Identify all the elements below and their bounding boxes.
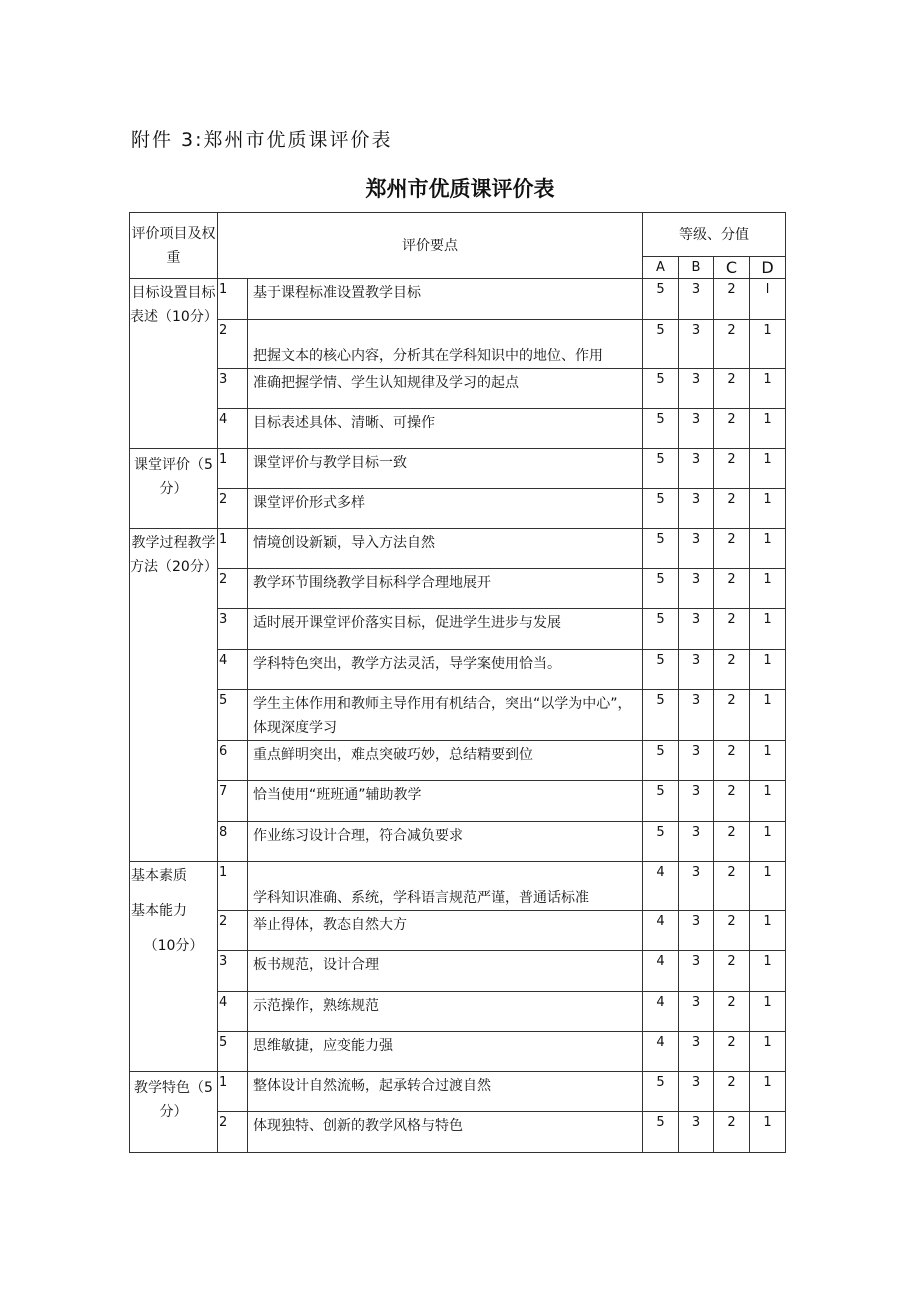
table-row — [130, 489, 786, 529]
score-b: 3 — [679, 320, 714, 369]
score-a: 4 — [643, 951, 679, 992]
score-b: 3 — [679, 781, 714, 822]
score-a: 5 — [643, 449, 679, 489]
score-b: 3 — [679, 741, 714, 781]
score-d: l — [750, 279, 786, 320]
score-a: 5 — [643, 569, 679, 609]
table-row — [130, 609, 786, 650]
score-d: 1 — [750, 569, 786, 609]
table-row — [130, 279, 786, 320]
row-number: 2 — [218, 569, 248, 609]
category-line: 基本素质 — [131, 868, 187, 884]
score-b: 3 — [679, 690, 714, 741]
table-row — [130, 409, 786, 449]
score-c: 2 — [714, 320, 750, 369]
score-d: 1 — [750, 951, 786, 992]
score-d: 1 — [750, 1112, 786, 1153]
score-c: 2 — [714, 741, 750, 781]
table-row — [130, 320, 786, 369]
evaluation-point: 作业练习设计合理，符合减负要求 — [248, 822, 643, 862]
category-cell: 目标设置目标表述（10分） — [130, 279, 218, 449]
evaluation-point: 把握文本的核心内容，分析其在学科知识中的地位、作用 — [248, 320, 643, 369]
score-b: 3 — [679, 369, 714, 409]
category-line: （10分） — [143, 938, 204, 954]
table-row — [130, 951, 786, 992]
attachment-heading: 附件 3:郑州市优质课评价表 — [131, 129, 393, 151]
score-a: 4 — [643, 992, 679, 1032]
table-row — [130, 690, 786, 741]
score-d: 1 — [750, 822, 786, 862]
grade-col-b: B — [679, 257, 714, 279]
evaluation-point: 板书规范，设计合理 — [248, 951, 643, 992]
score-d: 1 — [750, 1032, 786, 1072]
row-number: 1 — [218, 1072, 248, 1112]
table-row — [130, 1072, 786, 1112]
row-number: 1 — [218, 449, 248, 489]
table-row — [130, 1112, 786, 1153]
score-a: 5 — [643, 489, 679, 529]
score-b: 3 — [679, 609, 714, 650]
score-c: 2 — [714, 1112, 750, 1153]
row-number: 2 — [218, 911, 248, 951]
score-b: 3 — [679, 650, 714, 690]
score-c: 2 — [714, 650, 750, 690]
table-row — [130, 992, 786, 1032]
score-a: 5 — [643, 741, 679, 781]
score-d: 1 — [750, 320, 786, 369]
score-c: 2 — [714, 951, 750, 992]
score-a: 4 — [643, 1032, 679, 1072]
score-c: 2 — [714, 690, 750, 741]
table-row — [130, 529, 786, 569]
score-d: 1 — [750, 369, 786, 409]
score-a: 5 — [643, 529, 679, 569]
score-b: 3 — [679, 1112, 714, 1153]
score-c: 2 — [714, 1072, 750, 1112]
score-b: 3 — [679, 992, 714, 1032]
category-cell: 课堂评价（5分） — [130, 449, 218, 529]
row-number: 4 — [218, 992, 248, 1032]
row-number: 5 — [218, 1032, 248, 1072]
table-row — [130, 741, 786, 781]
row-number: 1 — [218, 529, 248, 569]
score-c: 2 — [714, 781, 750, 822]
score-a: 5 — [643, 369, 679, 409]
score-c: 2 — [714, 529, 750, 569]
score-c: 2 — [714, 449, 750, 489]
header-points: 评价要点 — [218, 213, 643, 279]
score-a: 5 — [643, 320, 679, 369]
evaluation-point: 课堂评价与教学目标一致 — [248, 449, 643, 489]
category-cell: 教学过程教学方法（20分） — [130, 529, 218, 862]
evaluation-point: 目标表述具体、清晰、可操作 — [248, 409, 643, 449]
evaluation-point: 课堂评价形式多样 — [248, 489, 643, 529]
score-d: 1 — [750, 690, 786, 741]
score-c: 2 — [714, 992, 750, 1032]
score-b: 3 — [679, 489, 714, 529]
category-line: 基本能力 — [131, 903, 187, 919]
score-d: 1 — [750, 992, 786, 1032]
score-c: 2 — [714, 862, 750, 911]
score-d: 1 — [750, 1072, 786, 1112]
evaluation-point: 基于课程标准设置教学目标 — [248, 279, 643, 320]
evaluation-point: 恰当使用“班班通”辅助教学 — [248, 781, 643, 822]
score-c: 2 — [714, 609, 750, 650]
table-row — [130, 369, 786, 409]
row-number: 1 — [218, 279, 248, 320]
evaluation-point: 教学环节围绕教学目标科学合理地展开 — [248, 569, 643, 609]
score-a: 5 — [643, 690, 679, 741]
score-b: 3 — [679, 569, 714, 609]
grade-col-c: C — [714, 257, 750, 279]
score-d: 1 — [750, 741, 786, 781]
evaluation-point: 举止得体，教态自然大方 — [248, 911, 643, 951]
score-d: 1 — [750, 862, 786, 911]
table-row — [130, 1032, 786, 1072]
score-a: 5 — [643, 650, 679, 690]
score-b: 3 — [679, 529, 714, 569]
row-number: 4 — [218, 650, 248, 690]
score-b: 3 — [679, 951, 714, 992]
score-a: 5 — [643, 1072, 679, 1112]
score-b: 3 — [679, 822, 714, 862]
score-a: 5 — [643, 409, 679, 449]
score-c: 2 — [714, 569, 750, 609]
score-d: 1 — [750, 609, 786, 650]
evaluation-point: 学科知识准确、系统，学科语言规范严谨，普通话标准 — [248, 862, 643, 911]
score-d: 1 — [750, 449, 786, 489]
grade-col-d: D — [750, 257, 786, 279]
score-b: 3 — [679, 449, 714, 489]
row-number: 5 — [218, 690, 248, 741]
score-a: 5 — [643, 609, 679, 650]
row-number: 2 — [218, 320, 248, 369]
score-d: 1 — [750, 650, 786, 690]
row-number: 2 — [218, 1112, 248, 1153]
evaluation-point: 思维敏捷，应变能力强 — [248, 1032, 643, 1072]
score-d: 1 — [750, 529, 786, 569]
category-cell: 教学特色（5分） — [130, 1072, 218, 1153]
score-a: 5 — [643, 822, 679, 862]
score-d: 1 — [750, 911, 786, 951]
score-b: 3 — [679, 279, 714, 320]
row-number: 3 — [218, 951, 248, 992]
evaluation-point: 适时展开课堂评价落实目标，促进学生进步与发展 — [248, 609, 643, 650]
score-a: 4 — [643, 862, 679, 911]
evaluation-point: 准确把握学情、学生认知规律及学习的起点 — [248, 369, 643, 409]
score-a: 5 — [643, 781, 679, 822]
table-row — [130, 822, 786, 862]
table-row — [130, 449, 786, 489]
score-c: 2 — [714, 822, 750, 862]
score-c: 2 — [714, 911, 750, 951]
evaluation-point: 示范操作，熟练规范 — [248, 992, 643, 1032]
score-c: 2 — [714, 369, 750, 409]
table-row — [130, 781, 786, 822]
evaluation-point: 体现独特、创新的教学风格与特色 — [248, 1112, 643, 1153]
score-a: 5 — [643, 1112, 679, 1153]
evaluation-point: 情境创设新颖，导入方法自然 — [248, 529, 643, 569]
header-item: 评价项目及权重 — [130, 213, 218, 279]
score-b: 3 — [679, 1072, 714, 1112]
score-c: 2 — [714, 489, 750, 529]
row-number: 1 — [218, 862, 248, 911]
evaluation-table — [129, 212, 786, 1153]
score-c: 2 — [714, 1032, 750, 1072]
table-row — [130, 569, 786, 609]
row-number: 2 — [218, 489, 248, 529]
table-row — [130, 911, 786, 951]
grade-col-a: A — [643, 257, 679, 279]
document-title: 郑州市优质课评价表 — [365, 177, 555, 201]
table-row — [130, 650, 786, 690]
score-a: 4 — [643, 911, 679, 951]
header-grade: 等级、分值 — [643, 213, 786, 257]
row-number: 7 — [218, 781, 248, 822]
score-d: 1 — [750, 409, 786, 449]
row-number: 4 — [218, 409, 248, 449]
score-d: 1 — [750, 781, 786, 822]
row-number: 3 — [218, 609, 248, 650]
score-b: 3 — [679, 911, 714, 951]
score-d: 1 — [750, 489, 786, 529]
row-number: 6 — [218, 741, 248, 781]
row-number: 3 — [218, 369, 248, 409]
evaluation-point: 学科特色突出，教学方法灵活，导学案使用恰当。 — [248, 650, 643, 690]
row-number: 8 — [218, 822, 248, 862]
score-c: 2 — [714, 409, 750, 449]
evaluation-point: 学生主体作用和教师主导作用有机结合，突出“以学为中心”，体现深度学习 — [248, 690, 643, 741]
score-a: 5 — [643, 279, 679, 320]
score-b: 3 — [679, 862, 714, 911]
table-row — [130, 862, 786, 911]
score-b: 3 — [679, 1032, 714, 1072]
category-cell — [130, 862, 218, 1072]
score-b: 3 — [679, 409, 714, 449]
evaluation-point: 整体设计自然流畅，起承转合过渡自然 — [248, 1072, 643, 1112]
evaluation-point: 重点鲜明突出，难点突破巧妙，总结精要到位 — [248, 741, 643, 781]
score-c: 2 — [714, 279, 750, 320]
